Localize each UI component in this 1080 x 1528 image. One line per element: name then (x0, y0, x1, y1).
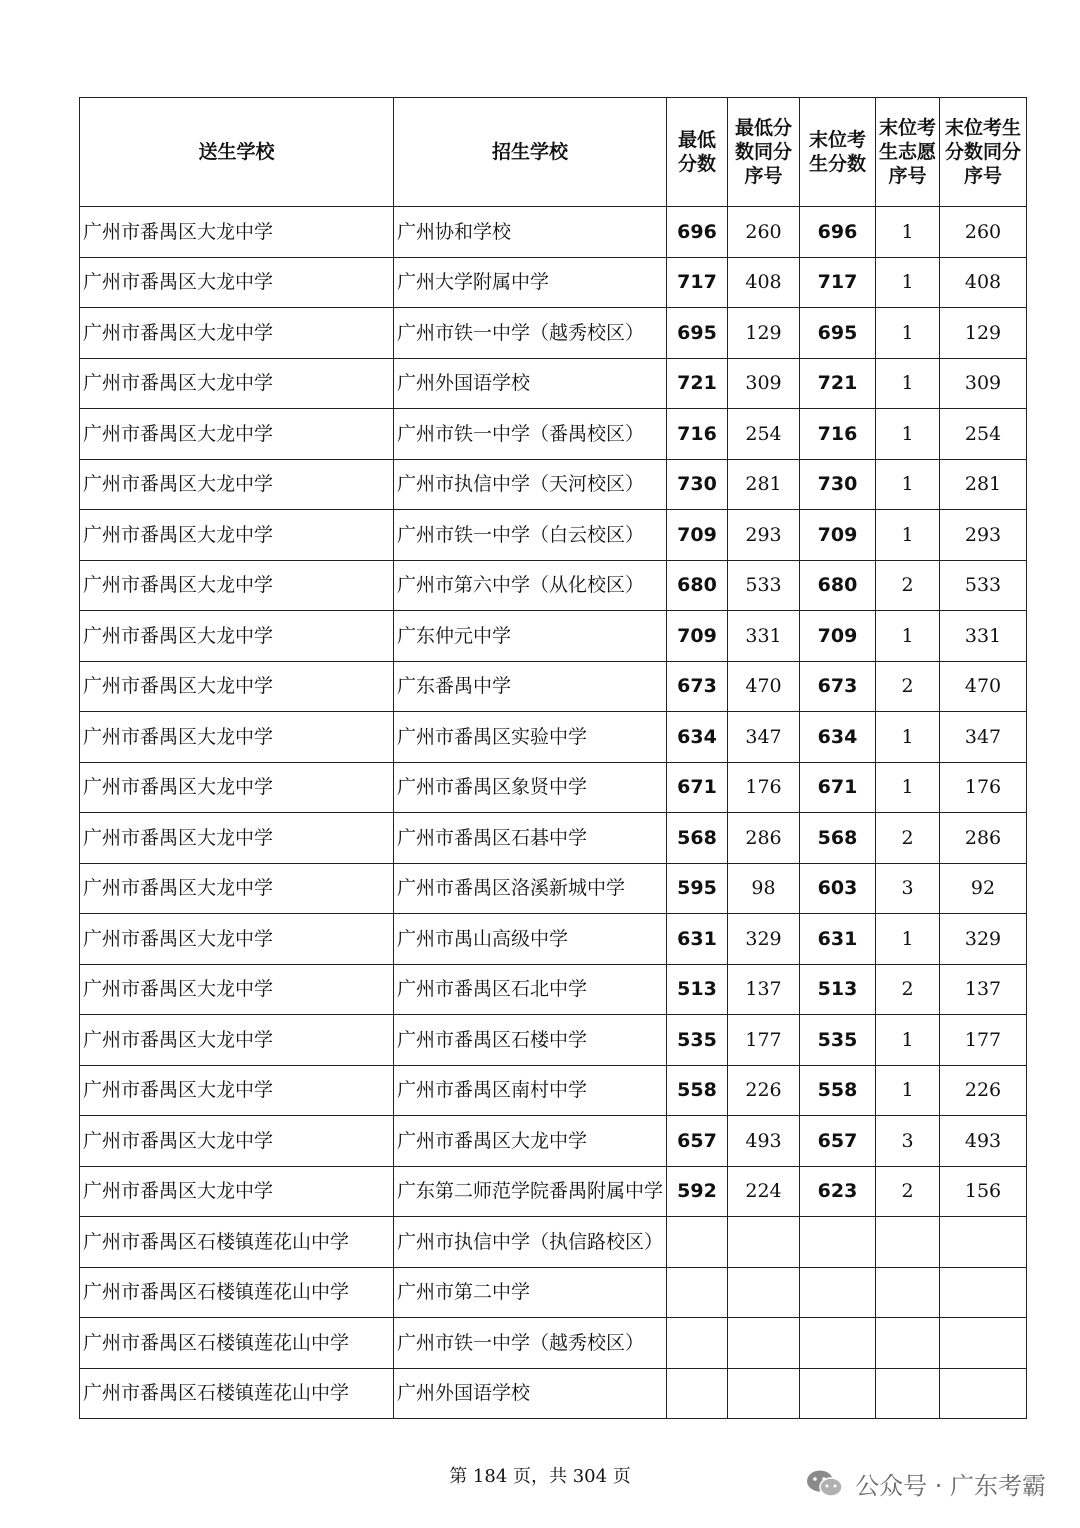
min-score-cell: 568 (667, 813, 728, 864)
last-score-cell: 657 (800, 1116, 876, 1167)
admitting-school-cell: 广州市铁一中学（白云校区） (394, 510, 667, 561)
last-score-rank-cell: 470 (940, 661, 1027, 712)
admitting-school-cell: 广州市番禺区石北中学 (394, 964, 667, 1015)
last-choice-order-cell (876, 1318, 940, 1369)
table-row (80, 358, 1027, 409)
admitting-school-cell: 广州市番禺区象贤中学 (394, 762, 667, 813)
last-score-cell: 558 (800, 1065, 876, 1116)
last-choice-order-cell: 2 (876, 813, 940, 864)
sending-school-cell: 广州市番禺区大龙中学 (80, 510, 394, 561)
last-score-rank-cell: 286 (940, 813, 1027, 864)
min-score-rank-cell: 493 (728, 1116, 800, 1167)
last-score-cell: 568 (800, 813, 876, 864)
admitting-school-cell: 广州市番禺区南村中学 (394, 1065, 667, 1116)
last-score-cell (800, 1267, 876, 1318)
table-row (80, 661, 1027, 712)
min-score-cell: 595 (667, 863, 728, 914)
last-score-cell: 721 (800, 358, 876, 409)
sending-school-cell: 广州市番禺区石楼镇莲花山中学 (80, 1267, 394, 1318)
table-row (80, 863, 1027, 914)
min-score-cell: 730 (667, 459, 728, 510)
table-row (80, 1015, 1027, 1066)
min-score-rank-cell (728, 1217, 800, 1268)
admitting-school-cell: 广州市番禺区石碁中学 (394, 813, 667, 864)
table-row (80, 510, 1027, 561)
last-score-cell: 696 (800, 207, 876, 258)
min-score-rank-cell (728, 1368, 800, 1419)
min-score-rank-cell: 129 (728, 308, 800, 359)
min-score-cell: 721 (667, 358, 728, 409)
table-body (80, 207, 1027, 1419)
sending-school-cell: 广州市番禺区大龙中学 (80, 257, 394, 308)
min-score-cell: 709 (667, 611, 728, 662)
last-score-cell (800, 1217, 876, 1268)
last-score-cell: 671 (800, 762, 876, 813)
table-row (80, 611, 1027, 662)
min-score-rank-cell: 408 (728, 257, 800, 308)
last-score-rank-cell: 137 (940, 964, 1027, 1015)
sending-school-cell: 广州市番禺区大龙中学 (80, 1166, 394, 1217)
header-min-score-rank: 最低分数同分序号 (728, 98, 800, 207)
admitting-school-cell: 广州外国语学校 (394, 358, 667, 409)
last-score-rank-cell: 493 (940, 1116, 1027, 1167)
min-score-rank-cell: 331 (728, 611, 800, 662)
admitting-school-cell: 广东第二师范学院番禺附属中学 (394, 1166, 667, 1217)
min-score-cell: 535 (667, 1015, 728, 1066)
last-score-rank-cell: 177 (940, 1015, 1027, 1066)
last-score-rank-cell: 293 (940, 510, 1027, 561)
last-choice-order-cell: 1 (876, 762, 940, 813)
last-score-cell: 631 (800, 914, 876, 965)
last-score-rank-cell (940, 1368, 1027, 1419)
admitting-school-cell: 广州市铁一中学（番禺校区） (394, 409, 667, 460)
min-score-cell: 671 (667, 762, 728, 813)
table-row (80, 207, 1027, 258)
last-score-cell: 695 (800, 308, 876, 359)
sending-school-cell: 广州市番禺区大龙中学 (80, 712, 394, 763)
admitting-school-cell: 广州协和学校 (394, 207, 667, 258)
header-sending-school: 送生学校 (80, 98, 394, 207)
last-choice-order-cell: 1 (876, 409, 940, 460)
last-score-cell: 623 (800, 1166, 876, 1217)
last-score-rank-cell (940, 1217, 1027, 1268)
last-score-cell: 716 (800, 409, 876, 460)
watermark (805, 1466, 1046, 1501)
sending-school-cell: 广州市番禺区大龙中学 (80, 1015, 394, 1066)
last-score-cell: 634 (800, 712, 876, 763)
table-row (80, 1267, 1027, 1318)
min-score-rank-cell: 329 (728, 914, 800, 965)
min-score-cell: 680 (667, 560, 728, 611)
last-choice-order-cell (876, 1368, 940, 1419)
last-choice-order-cell: 1 (876, 207, 940, 258)
min-score-cell: 634 (667, 712, 728, 763)
table-row (80, 1065, 1027, 1116)
table-row (80, 409, 1027, 460)
admitting-school-cell: 广州外国语学校 (394, 1368, 667, 1419)
table-row (80, 813, 1027, 864)
min-score-rank-cell: 293 (728, 510, 800, 561)
min-score-cell (667, 1318, 728, 1369)
header-last-score: 末位考生分数 (800, 98, 876, 207)
min-score-cell (667, 1217, 728, 1268)
table-row (80, 560, 1027, 611)
admitting-school-cell: 广州大学附属中学 (394, 257, 667, 308)
admitting-school-cell: 广州市执信中学（天河校区） (394, 459, 667, 510)
last-score-cell: 709 (800, 611, 876, 662)
table-row (80, 914, 1027, 965)
header-last-choice-order: 末位考生志愿序号 (876, 98, 940, 207)
sending-school-cell: 广州市番禺区大龙中学 (80, 358, 394, 409)
sending-school-cell: 广州市番禺区大龙中学 (80, 1116, 394, 1167)
last-score-rank-cell: 408 (940, 257, 1027, 308)
last-score-rank-cell: 347 (940, 712, 1027, 763)
sending-school-cell: 广州市番禺区大龙中学 (80, 611, 394, 662)
last-score-rank-cell: 309 (940, 358, 1027, 409)
table-row (80, 712, 1027, 763)
header-last-score-rank: 末位考生分数同分序号 (940, 98, 1027, 207)
last-score-rank-cell: 281 (940, 459, 1027, 510)
min-score-cell: 695 (667, 308, 728, 359)
table-row (80, 1217, 1027, 1268)
sending-school-cell: 广州市番禺区大龙中学 (80, 762, 394, 813)
sending-school-cell: 广州市番禺区大龙中学 (80, 661, 394, 712)
sending-school-cell: 广州市番禺区石楼镇莲花山中学 (80, 1217, 394, 1268)
admitting-school-cell: 广州市第二中学 (394, 1267, 667, 1318)
table-row (80, 1116, 1027, 1167)
min-score-rank-cell: 281 (728, 459, 800, 510)
table-header-row (80, 98, 1027, 207)
last-choice-order-cell: 1 (876, 308, 940, 359)
min-score-cell: 673 (667, 661, 728, 712)
sending-school-cell: 广州市番禺区大龙中学 (80, 863, 394, 914)
last-score-cell: 535 (800, 1015, 876, 1066)
sending-school-cell: 广州市番禺区石楼镇莲花山中学 (80, 1318, 394, 1369)
min-score-rank-cell (728, 1267, 800, 1318)
table-row (80, 257, 1027, 308)
last-score-cell (800, 1368, 876, 1419)
last-choice-order-cell: 3 (876, 1116, 940, 1167)
last-choice-order-cell (876, 1217, 940, 1268)
min-score-cell: 716 (667, 409, 728, 460)
min-score-rank-cell (728, 1318, 800, 1369)
min-score-cell: 709 (667, 510, 728, 561)
min-score-cell: 657 (667, 1116, 728, 1167)
min-score-rank-cell: 98 (728, 863, 800, 914)
last-score-rank-cell: 260 (940, 207, 1027, 258)
last-score-cell (800, 1318, 876, 1369)
min-score-cell (667, 1368, 728, 1419)
min-score-cell (667, 1267, 728, 1318)
min-score-rank-cell: 254 (728, 409, 800, 460)
min-score-rank-cell: 286 (728, 813, 800, 864)
last-score-rank-cell: 129 (940, 308, 1027, 359)
header-admitting-school: 招生学校 (394, 98, 667, 207)
wechat-icon (805, 1468, 845, 1500)
last-score-rank-cell: 331 (940, 611, 1027, 662)
min-score-cell: 513 (667, 964, 728, 1015)
last-choice-order-cell: 1 (876, 257, 940, 308)
last-score-cell: 730 (800, 459, 876, 510)
last-score-cell: 680 (800, 560, 876, 611)
min-score-cell: 592 (667, 1166, 728, 1217)
min-score-cell: 717 (667, 257, 728, 308)
sending-school-cell: 广州市番禺区大龙中学 (80, 207, 394, 258)
sending-school-cell: 广州市番禺区大龙中学 (80, 813, 394, 864)
last-score-rank-cell: 533 (940, 560, 1027, 611)
last-choice-order-cell: 1 (876, 914, 940, 965)
sending-school-cell: 广州市番禺区大龙中学 (80, 964, 394, 1015)
last-choice-order-cell: 1 (876, 1065, 940, 1116)
last-choice-order-cell: 2 (876, 964, 940, 1015)
last-choice-order-cell: 1 (876, 358, 940, 409)
last-score-cell: 673 (800, 661, 876, 712)
min-score-rank-cell: 470 (728, 661, 800, 712)
admitting-school-cell: 广州市番禺区洛溪新城中学 (394, 863, 667, 914)
sending-school-cell: 广州市番禺区大龙中学 (80, 1065, 394, 1116)
sending-school-cell: 广州市番禺区大龙中学 (80, 409, 394, 460)
min-score-rank-cell: 347 (728, 712, 800, 763)
last-score-cell: 717 (800, 257, 876, 308)
min-score-rank-cell: 226 (728, 1065, 800, 1116)
admitting-school-cell: 广州市番禺区实验中学 (394, 712, 667, 763)
sending-school-cell: 广州市番禺区大龙中学 (80, 560, 394, 611)
header-min-score: 最低分数 (667, 98, 728, 207)
last-score-cell: 603 (800, 863, 876, 914)
last-score-rank-cell: 226 (940, 1065, 1027, 1116)
table-row (80, 1368, 1027, 1419)
sending-school-cell: 广州市番禺区石楼镇莲花山中学 (80, 1368, 394, 1419)
admitting-school-cell: 广州市番禺区大龙中学 (394, 1116, 667, 1167)
last-score-rank-cell: 254 (940, 409, 1027, 460)
min-score-rank-cell: 176 (728, 762, 800, 813)
table-row (80, 762, 1027, 813)
last-score-rank-cell: 92 (940, 863, 1027, 914)
admitting-school-cell: 广州市番禺区石楼中学 (394, 1015, 667, 1066)
last-choice-order-cell: 2 (876, 661, 940, 712)
admitting-school-cell: 广东番禺中学 (394, 661, 667, 712)
last-score-cell: 709 (800, 510, 876, 561)
admitting-school-cell: 广州市铁一中学（越秀校区） (394, 308, 667, 359)
last-choice-order-cell: 3 (876, 863, 940, 914)
min-score-rank-cell: 137 (728, 964, 800, 1015)
admitting-school-cell: 广东仲元中学 (394, 611, 667, 662)
min-score-rank-cell: 309 (728, 358, 800, 409)
admitting-school-cell: 广州市执信中学（执信路校区） (394, 1217, 667, 1268)
last-choice-order-cell: 1 (876, 712, 940, 763)
sending-school-cell: 广州市番禺区大龙中学 (80, 459, 394, 510)
table-row (80, 459, 1027, 510)
last-choice-order-cell (876, 1267, 940, 1318)
last-score-rank-cell: 176 (940, 762, 1027, 813)
last-choice-order-cell: 1 (876, 1015, 940, 1066)
last-score-rank-cell: 156 (940, 1166, 1027, 1217)
last-choice-order-cell: 1 (876, 611, 940, 662)
sending-school-cell: 广州市番禺区大龙中学 (80, 308, 394, 359)
admitting-school-cell: 广州市第六中学（从化校区） (394, 560, 667, 611)
min-score-rank-cell: 260 (728, 207, 800, 258)
last-score-rank-cell (940, 1318, 1027, 1369)
admitting-school-cell: 广州市禺山高级中学 (394, 914, 667, 965)
min-score-cell: 558 (667, 1065, 728, 1116)
table-row (80, 964, 1027, 1015)
admission-score-table (79, 97, 1027, 1419)
admitting-school-cell: 广州市铁一中学（越秀校区） (394, 1318, 667, 1369)
table-row (80, 1166, 1027, 1217)
last-score-rank-cell (940, 1267, 1027, 1318)
table-row (80, 308, 1027, 359)
table-row (80, 1318, 1027, 1369)
last-choice-order-cell: 1 (876, 510, 940, 561)
sending-school-cell: 广州市番禺区大龙中学 (80, 914, 394, 965)
last-score-rank-cell: 329 (940, 914, 1027, 965)
watermark-text: 公众号 · 广东考霸 (855, 1472, 1046, 1500)
min-score-cell: 696 (667, 207, 728, 258)
min-score-cell: 631 (667, 914, 728, 965)
last-score-cell: 513 (800, 964, 876, 1015)
min-score-rank-cell: 224 (728, 1166, 800, 1217)
last-choice-order-cell: 2 (876, 560, 940, 611)
min-score-rank-cell: 533 (728, 560, 800, 611)
min-score-rank-cell: 177 (728, 1015, 800, 1066)
last-choice-order-cell: 2 (876, 1166, 940, 1217)
page-number: 第 184 页，共 304 页 (449, 1466, 631, 1487)
last-choice-order-cell: 1 (876, 459, 940, 510)
